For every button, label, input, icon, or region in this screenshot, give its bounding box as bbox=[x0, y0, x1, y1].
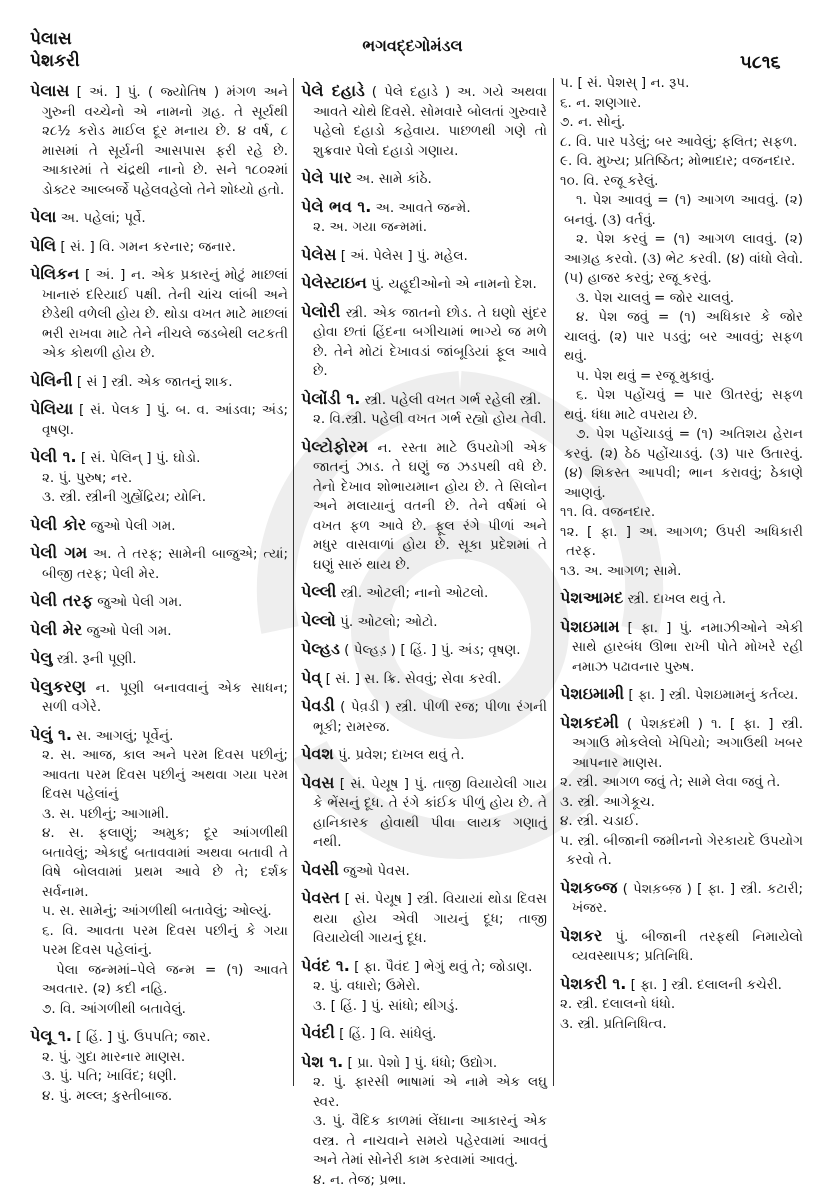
definition-text: ૭. ન. સોનું. bbox=[560, 114, 625, 130]
dictionary-entry bbox=[301, 888, 547, 949]
definition-text: ( પેશક઼બ્જ઼ ) [ ફા. ] સ્ત્રી. કટારી; ખંજર. bbox=[572, 881, 803, 917]
sub-sense bbox=[30, 746, 288, 805]
headword: પેલી મેર bbox=[30, 620, 82, 639]
headword: પેલે પાર bbox=[301, 168, 352, 187]
definition-text: સ. આગલું; પૂર્વેનું. bbox=[72, 728, 173, 744]
headword: પેશકરી ૧. bbox=[560, 974, 626, 993]
dictionary-entry bbox=[301, 197, 547, 219]
definition-text: ૩. સ્ત્રી. પ્રતિનિધિત્વ. bbox=[560, 1016, 667, 1032]
definition-text: ૪. સ. ફલાણું; અમુક; દૂર આંગળીથી બતાવેલું; એકાદું બતાવવામાં અથવા બતાવી તે વિષે બોલવામાં પ્રથમ આવે છે તે; દર્શક સર્વનામ. bbox=[42, 825, 288, 900]
dictionary-entry bbox=[301, 273, 547, 295]
book-title: ભગવદ્દગોમંડલ bbox=[0, 36, 825, 56]
headword: પેવંદી bbox=[301, 1023, 335, 1042]
definition-text: ૨. પું. પુરુષ; નર. bbox=[42, 470, 132, 486]
definition-text: ૯. વિ. મુખ્ય; પ્રતિષ્ઠિત; મોભાદાર; વજનદાર. bbox=[560, 153, 795, 169]
dictionary-entry bbox=[30, 1026, 288, 1048]
phrase-sense bbox=[560, 386, 803, 425]
sub-sense bbox=[560, 152, 803, 172]
dictionary-entry bbox=[301, 81, 547, 161]
sub-sense bbox=[301, 1171, 547, 1190]
dictionary-entry bbox=[30, 620, 288, 642]
definition-text: પું. ઓટલો; ઓટો. bbox=[336, 614, 438, 630]
definition-text: [ ફા. ] પું. નમાઝીઓને એકી સાથે હારબંધ ઊભા રાખી પોતે મોખરે રહી નમાઝ પઢાવનાર પુરુષ. bbox=[572, 620, 803, 675]
definition-text: જુઓ પેવસ. bbox=[339, 863, 410, 879]
definition-text: ૨. સ્ત્રી. આગળ જવું તે; સામે લેવા જવું તે. bbox=[560, 774, 780, 790]
definition-text: ૧૦. વિ. રજૂ કરેલું. bbox=[560, 173, 658, 189]
dictionary-entry bbox=[30, 264, 288, 364]
sub-sense bbox=[301, 1112, 547, 1171]
sub-sense bbox=[301, 1073, 547, 1112]
definition-text: [ અં. ] ન. એક પ્રકારનું મોટું માછલાં ખાનારું દરિયાઈ પક્ષી. તેની ચાંચ લાંબી અને છેડેથી વળેલી હોય છે. થોડા વખત માટે માછલાં ભરી રાખવા માટે તેને નીચલે જડબેથી લટકતી એક કોથળી હોય છે. bbox=[42, 267, 288, 361]
definition-text: ( પેવ઼ડી ) સ્ત્રી. પીળી રજ; પીળા રંગની ભૂકી; રામરજ. bbox=[313, 699, 547, 735]
first-headword: પેલાસ bbox=[30, 28, 80, 50]
dictionary-entry bbox=[301, 168, 547, 190]
sub-sense bbox=[30, 488, 288, 508]
definition-text: ૪. સ્ત્રી. ચડાઈ. bbox=[560, 813, 639, 829]
sub-sense bbox=[301, 997, 547, 1017]
headword: પેશઆમદ bbox=[560, 588, 623, 607]
sub-sense bbox=[30, 1087, 288, 1107]
headword: પેલ્ટોફોરમ bbox=[301, 437, 368, 456]
dictionary-entry bbox=[30, 371, 288, 393]
dictionary-entry bbox=[30, 447, 288, 469]
phrase-sense bbox=[560, 308, 803, 367]
headword: પેશકબ્જ bbox=[560, 878, 617, 897]
dictionary-entry bbox=[301, 1023, 547, 1045]
sub-sense bbox=[560, 995, 803, 1015]
dictionary-entry bbox=[30, 543, 288, 584]
definition-text: ૨. પું. વધારો; ઉમેરો. bbox=[313, 978, 420, 994]
definition-text: [ ફા. ] સ્ત્રી. દલાલની કચેરી. bbox=[626, 977, 782, 993]
headword: પેલેસ bbox=[301, 245, 336, 264]
sub-sense bbox=[560, 793, 803, 813]
dictionary-entry bbox=[30, 648, 288, 670]
headword: પેલાસ bbox=[30, 81, 69, 100]
definition-text: પું. યહૂદીઓનો એ નામનો દેશ. bbox=[367, 276, 537, 292]
definition-text: અ. સામે કાંઠે. bbox=[352, 171, 432, 187]
definition-text: [ સં. પેયૂષ ] પું. તાજી વિયાયેલી ગાય કે ભેંસનું દૂધ. તે રંગે કાંઈક પીળું હોય છે. તે હાનિકારક હોવાથી પીવા લાયક ગણાતું નથી. bbox=[313, 776, 547, 851]
headword: પેલિ bbox=[30, 236, 56, 255]
headword: પેલે દહાડે bbox=[301, 81, 365, 100]
sub-sense bbox=[30, 902, 288, 922]
headword: પેલિયા bbox=[30, 399, 73, 418]
definition-text: ૩. પેશ ચાલવું = જોર ચાલવું. bbox=[576, 290, 734, 306]
dictionary-entry bbox=[301, 639, 547, 661]
definition-text: ૩. સ્ત્રી. આગેકૂચ. bbox=[560, 794, 655, 810]
definition-text: ૧૩. અ. આગળ; સામે. bbox=[560, 563, 681, 579]
dictionary-entry bbox=[301, 245, 547, 267]
definition-text: ૩. સ. પછીનું; આગામી. bbox=[42, 806, 169, 822]
phrase-sense bbox=[560, 289, 803, 309]
definition-text: ૨. સ્ત્રી. દલાલનો ધંધો. bbox=[560, 996, 675, 1012]
sub-sense bbox=[30, 1067, 288, 1087]
dictionary-entry bbox=[301, 437, 547, 576]
sub-sense bbox=[301, 218, 547, 238]
definition-text: [ હિં. ] પું. ઉપપતિ; જાર. bbox=[72, 1029, 211, 1045]
headword: પેલુકરણ bbox=[30, 677, 86, 696]
headword: પેશ ૧. bbox=[301, 1052, 343, 1071]
dictionary-entry bbox=[301, 744, 547, 766]
dictionary-entry bbox=[30, 236, 288, 258]
phrase-sense bbox=[560, 230, 803, 289]
sub-sense bbox=[560, 503, 803, 523]
headword: પેલ્લી bbox=[301, 582, 336, 601]
definition-text: ૫. સ્ત્રી. બીજાની જમીનનો ગેરકાયદે ઉપયોગ કરવો તે. bbox=[560, 833, 803, 869]
headword: પેલી ગમ bbox=[30, 543, 87, 562]
definition-text: ( પેશક઼દમી ) ૧. [ ફા. ] સ્ત્રી. અગાઉ મોકલેલો ખેપિયો; અગાઉથી ખબર આપનાર માણસ. bbox=[572, 716, 803, 771]
headword: પેલા bbox=[30, 207, 56, 226]
dictionary-entry bbox=[301, 860, 547, 882]
definition-text: ૬. વિ. આવતા પરમ દિવસ પછીનું કે ગયા પરમ દિવસ પહેલાંનું. bbox=[42, 923, 288, 959]
definition-text: જુઓ પેલી ગમ. bbox=[93, 594, 182, 610]
sub-sense bbox=[560, 94, 803, 114]
dictionary-entry bbox=[301, 389, 547, 411]
dictionary-entry bbox=[560, 974, 803, 996]
sub-sense bbox=[560, 133, 803, 153]
definition-text: [ સં ] સ્ત્રી. એક જાતનું શાક. bbox=[73, 374, 233, 390]
headword: પેલેસ્ટાઇન bbox=[301, 273, 367, 292]
sub-sense bbox=[560, 773, 803, 793]
dictionary-entry bbox=[301, 956, 547, 978]
column-2 bbox=[301, 74, 547, 1190]
headword: પેવશ bbox=[301, 744, 334, 763]
definition-text: [ સં. ] વિ. ગમન કરનાર; જનાર. bbox=[56, 239, 236, 255]
definition-text: ૨. પેશ કરવું = (૧) આગળ લાવવું. (૨) આગ્રહ કરવો. (૩) ભેટ કરવી. (૪) વાંધો લેવો. (૫) હાજર કરવું; રજૂ કરવું. bbox=[564, 231, 803, 286]
sub-sense bbox=[560, 74, 803, 94]
definition-text: ૩. પું. પતિ; ખાવિંદ; ધણી. bbox=[42, 1068, 177, 1084]
sub-sense bbox=[301, 410, 547, 430]
definition-text: ૮. વિ. પાર પડેલું; બર આવેલું; ફલિત; સફળ. bbox=[560, 134, 797, 150]
definition-text: [ હિં. ] વિ. સાંધેલું. bbox=[335, 1026, 437, 1042]
sub-sense bbox=[560, 172, 803, 192]
definition-text: ૭. પેશ પહોંચાડવું = (૧) અતિશય હેરાન કરવું. (૨) ઠેઠ પહોંચાડવું. (૩) પાર ઉતારવું. (૪) શિકસ્ત આપવી; ભાન કરાવવું; ઠેકાણે આણવું. bbox=[564, 426, 803, 501]
dictionary-entry bbox=[301, 1052, 547, 1074]
definition-text: ન. પૂણી બનાવવાનું એક સાધન; સળી વગેરે. bbox=[42, 680, 288, 716]
definition-text: સ્ત્રી. ઓટલી; નાનો ઓટલો. bbox=[336, 585, 488, 601]
dictionary-entry bbox=[30, 81, 288, 200]
dictionary-entry bbox=[30, 591, 288, 613]
sub-sense bbox=[560, 1015, 803, 1035]
definition-text: ૫. [ સં. પેશસ્ ] ન. રૂપ. bbox=[560, 75, 689, 91]
phrase-sense bbox=[560, 425, 803, 503]
definition-text: ૩. સ્ત્રી. સ્ત્રીની ગુહ્યેંદ્રિય; યોનિ. bbox=[42, 489, 206, 505]
definition-text: સ્ત્રી. એક જાતનો છોડ. તે ઘણો સુંદર હોવા છતાં હિંદના બગીચામાં ભાગ્યે જ મળે છે. તેને મોટાં દેખાવડાં જાંબૂડિયાં ફૂલ આવે છે. bbox=[313, 305, 547, 380]
headword: પેલૂ ૧. bbox=[30, 1026, 72, 1045]
definition-text: [ સં. પેયૂષ ] સ્ત્રી. વિયાયાં થોડા દિવસ થયા હોય એવી ગાયનું દૂધ; તાજી વિયાયેલી ગાયનું દૂધ. bbox=[313, 891, 547, 946]
sub-sense bbox=[560, 812, 803, 832]
phrase-sense bbox=[560, 191, 803, 230]
headword: પેલુ bbox=[30, 648, 52, 667]
dictionary-entry bbox=[560, 684, 803, 706]
definition-text: ( પેલે દહાડે ) અ. ગયે અથવા આવતે ચોથે દિવસે. સોમવારે બોલતાં ગુરુવારે પહેલો દહાડો કહેવાય. પાછળથી ગણે તો શુક્રવાર પેલો દહાડો ગણાય. bbox=[313, 84, 547, 159]
sub-sense bbox=[560, 113, 803, 133]
headword: પેવ્ bbox=[301, 668, 321, 687]
definition-text: [ સં. ] સ. ક્રિ. સેવવું; સેવા કરવી. bbox=[321, 671, 501, 687]
headword: પેલે ભવ ૧. bbox=[301, 197, 371, 216]
definition-text: ૨. વિ.સ્ત્રી. પહેલી વખત ગર્ભ રહ્યો હોય તેવી. bbox=[313, 411, 547, 427]
dictionary-entry bbox=[301, 696, 547, 737]
definition-text: ૬. ન. શણગાર. bbox=[560, 95, 641, 111]
headword: પેશઇમામી bbox=[560, 684, 624, 703]
definition-text: ૫. પેશ થવું = રજૂ મુકાવું. bbox=[576, 368, 715, 384]
sub-sense bbox=[560, 832, 803, 871]
definition-text: પું. પ્રવેશ; દાખલ થવું તે. bbox=[334, 747, 465, 763]
headword: પેલિની bbox=[30, 371, 73, 390]
headword: પેવસી bbox=[301, 860, 339, 879]
headword: પેશકદમી bbox=[560, 713, 619, 732]
definition-text: અ. આવતે જન્મે. bbox=[371, 200, 470, 216]
headword: પેશઇમામ bbox=[560, 617, 620, 636]
definition-text: પું. બીજાની તરફથી નિમાયેલો વ્યવસ્થાપક; પ્રતિનિધિ. bbox=[572, 929, 803, 965]
definition-text: ૧. પેશ આવવું = (૧) આગળ આવવું. (૨) બનવું. (૩) વર્તવું. bbox=[564, 192, 803, 228]
definition-text: [ ફા. પૈવંદ ] ભેગું થવું તે; જોડાણ. bbox=[350, 959, 533, 975]
definition-text: સ્ત્રી. દાખલ થવું તે. bbox=[623, 591, 726, 607]
dictionary-entry bbox=[560, 878, 803, 919]
sub-sense bbox=[560, 562, 803, 582]
definition-text: ૩. [ હિં. ] પું. સાંધો; થીગડું. bbox=[313, 998, 459, 1014]
headword: પેલ્હડ bbox=[301, 639, 340, 658]
definition-text: ૨. અ. ગયા જન્મમાં. bbox=[313, 219, 427, 235]
definition-text: અ. તે તરફ; સામેની બાજુએ; ત્યાં; બીજી તરફ; પેલી મેર. bbox=[42, 546, 288, 582]
headword: પેલી ૧. bbox=[30, 447, 77, 466]
definition-text: [ અં. પેલેસ ] પું. મહેલ. bbox=[336, 248, 467, 264]
headword: પેલોરી bbox=[301, 302, 340, 321]
dictionary-entry bbox=[560, 588, 803, 610]
headword: પેલિકન bbox=[30, 264, 79, 283]
sub-sense bbox=[30, 1000, 288, 1020]
definition-text: ૨. પું. ફારસી ભાષામાં એ નામે એક લઘુ સ્વર. bbox=[313, 1074, 547, 1110]
definition-text: સ્ત્રી. રૂની પૂણી. bbox=[52, 651, 136, 667]
definition-text: ( પેલ્હડ઼ ) [ હિં. ] પું. અંડ; વૃષણ. bbox=[340, 642, 521, 658]
definition-text: પેલા જન્મમાં–પેલે જન્મ = (૧) આવતે અવતાર. (૨) કદી નહિ. bbox=[42, 962, 288, 998]
sub-sense bbox=[301, 977, 547, 997]
sub-sense bbox=[30, 824, 288, 902]
dictionary-entry bbox=[301, 668, 547, 690]
column-3 bbox=[560, 74, 803, 1034]
definition-text: ૨. સ. આજ, કાલ અને પરમ દિવસ પછીનું; આવતા પરમ દિવસ પછીનું અથવા ગયા પરમ દિવસ પહેલાંનું bbox=[42, 747, 288, 802]
definition-text: ૭. વિ. આંગળીથી બતાવેલું. bbox=[42, 1001, 186, 1017]
definition-text: ૪. પેશ જવું = (૧) અધિકાર કે જોર ચાલવું. (૨) પાર પડવું; બર આવવું; સફળ થવું. bbox=[564, 309, 803, 364]
headword: પેલોંડી ૧. bbox=[301, 389, 360, 408]
headword: પેવડી bbox=[301, 696, 335, 715]
definition-text: સ્ત્રી. પહેલી વખત ગર્ભ રહેલી સ્ત્રી. bbox=[360, 392, 541, 408]
dictionary-entry bbox=[30, 677, 288, 718]
phrase-sense bbox=[560, 367, 803, 387]
sub-sense bbox=[30, 1048, 288, 1068]
definition-text: ૪. પું. મલ્લ; કુસ્તીબાજ. bbox=[42, 1088, 172, 1104]
definition-text: ૫. સ. સામેનું; આંગળીથી બતાવેલું; ઓલ્યું. bbox=[42, 903, 272, 919]
headword: પેવસ્ત bbox=[301, 888, 340, 907]
headword: પેલ્લો bbox=[301, 611, 336, 630]
definition-text: ૪. ન. તેજ; પ્રભા. bbox=[313, 1172, 406, 1188]
dictionary-entry bbox=[560, 617, 803, 678]
definition-text: [ સં. પેલક ] પું. બ. વ. આંડવા; અંડ; વૃષણ. bbox=[42, 402, 288, 438]
definition-text: ૨. પું. ગુદા મારનાર માણસ. bbox=[42, 1049, 185, 1065]
definition-text: [ અં. ] પું. ( જ્યોતિષ ) મંગળ અને ગુરુની વચ્ચેનો એ નામનો ગ્રહ. તે સૂર્યથી ૨૮½ કરોડ માઈલ દૂર મનાય છે. ૪ વર્ષ, ૮ માસમાં તે સૂર્યની આસપાસ ફરી રહે છે. આકારમાં તે ચંદ્રથી નાનો છે. સને ૧૮૦૨માં ડોક્ટર આલ્બર્જે પહેલવહેલો તેને શોધ્યો હતો. bbox=[42, 84, 288, 198]
phrase-sense bbox=[30, 961, 288, 1000]
column-1 bbox=[30, 74, 288, 1106]
headword: પેલી તરફ bbox=[30, 591, 93, 610]
definition-text: ન. રસ્તા માટે ઉપયોગી એક જાતનું ઝાડ. તે ઘણું જ ઝડપથી વધે છે. તેનો દેખાવ શોભાયમાન હોય છે. તે સિલોન અને મલાયાનું વતની છે. તેને વર્ષમાં બે વખત ફળ આવે છે. ફૂલ રંગે પીળાં અને મધુર વાસવાળાં હોય છે. સૂકા પ્રદેશમાં તે ઘણું સારું થાય છે. bbox=[313, 440, 547, 573]
headword: પેવંદ ૧. bbox=[301, 956, 350, 975]
dictionary-entry bbox=[30, 207, 288, 229]
dictionary-entry bbox=[30, 725, 288, 747]
page-number: ૫૮૧૬ bbox=[740, 52, 781, 73]
dictionary-entry bbox=[301, 611, 547, 633]
column-divider bbox=[553, 78, 554, 1086]
sub-sense bbox=[30, 805, 288, 825]
dictionary-entry bbox=[30, 399, 288, 440]
dictionary-entry bbox=[301, 582, 547, 604]
dictionary-entry bbox=[30, 515, 288, 537]
dictionary-entry bbox=[301, 302, 547, 382]
sub-sense bbox=[30, 922, 288, 961]
dictionary-entry bbox=[301, 773, 547, 853]
definition-text: ૧૨. [ ફા. ] અ. આગળ; ઉપરી અધિકારી તરફ. bbox=[560, 524, 803, 560]
sub-sense bbox=[560, 523, 803, 562]
definition-text: ૬. પેશ પહોંચવું = પાર ઊતરવું; સફળ થવું. ધંધા માટે વપરાય છે. bbox=[564, 387, 803, 423]
dictionary-entry bbox=[560, 713, 803, 774]
definition-text: [ ફા. ] સ્ત્રી. પેશઇમામનું કર્તવ્ય. bbox=[624, 687, 798, 703]
definition-text: જુઓ પેલી ગમ. bbox=[86, 518, 175, 534]
definition-text: ૧૧. વિ. વજનદાર. bbox=[560, 504, 655, 520]
dictionary-entry bbox=[560, 926, 803, 967]
headword: પેલું ૧. bbox=[30, 725, 72, 744]
last-headword: પેશકરી bbox=[30, 50, 80, 72]
headword: પેશકર bbox=[560, 926, 602, 945]
headword: પેલી કોર bbox=[30, 515, 86, 534]
definition-text: [ સં. પેલિન્ ] પું. ઘોડો. bbox=[77, 450, 201, 466]
definition-text: [ પ્રા. પેશો ] પું. ધંધો; ઉદ્યોગ. bbox=[343, 1055, 497, 1071]
headword: પેવસ bbox=[301, 773, 334, 792]
definition-text: ૩. પું. વૈદિક કાળમાં લેંઘાના આકારનું એક વસ્ત્ર. તે નાચવાને સમયે પહેરવામાં આવતું અને તેમાં સોનેરી કામ કરવામાં આવતું. bbox=[313, 1113, 547, 1168]
definition-text: જુઓ પેલી ગમ. bbox=[82, 623, 171, 639]
definition-text: અ. પહેલાં; પૂર્વે. bbox=[56, 210, 145, 226]
column-divider bbox=[293, 78, 294, 1086]
sub-sense bbox=[30, 469, 288, 489]
